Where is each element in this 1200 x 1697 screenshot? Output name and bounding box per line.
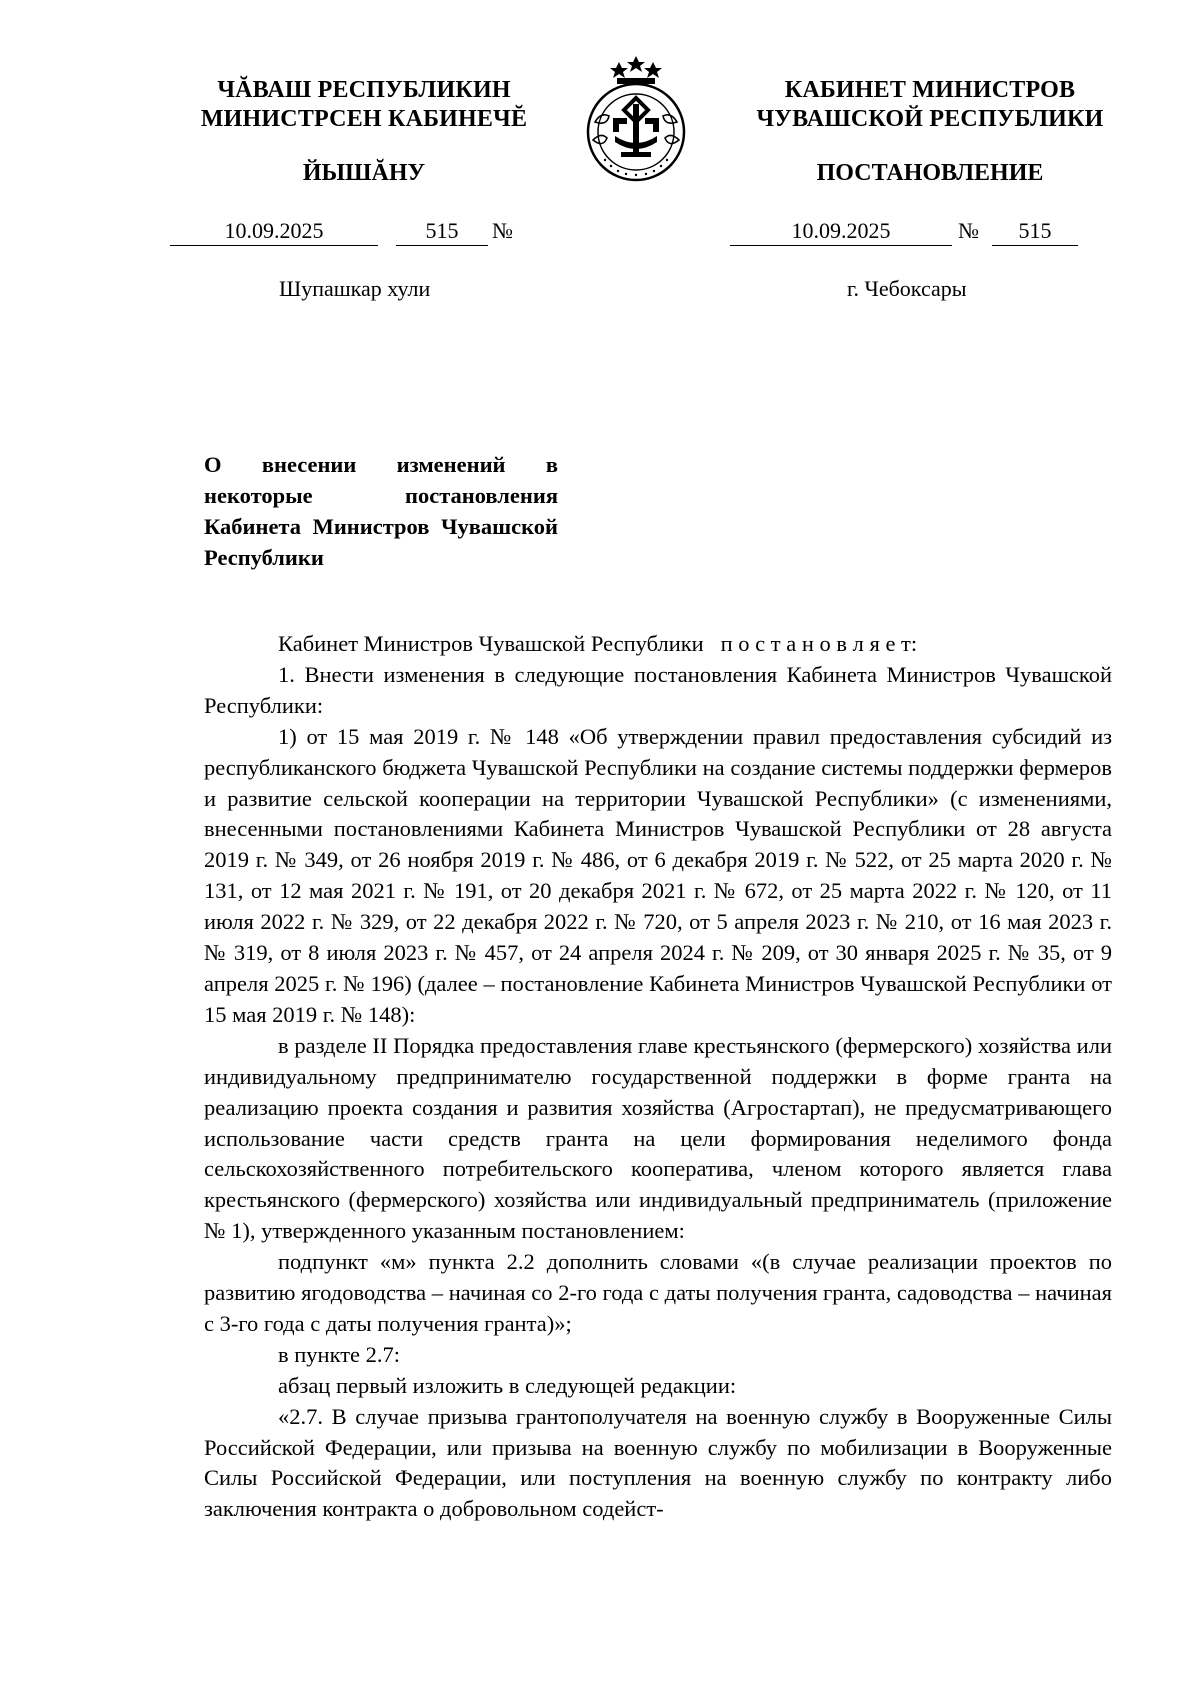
body-paragraph: 1) от 15 мая 2019 г. № 148 «Об утверждении правил предоставления субсидий из республиканского бюджета Чувашской Республики на создание системы поддержки фермеров и развитие сельской кооперации на территории Чувашской Республики» (с изменениями, внесенными постановлениями Кабинета Министров Чувашской Республики от 28 августа 2019 г. № 349, от 26 ноября 2019 г. № 486, от 6 декабря 2019 г. № 522, от 25 марта 2020 г. № 131, от 12 мая 2021 г. № 191, от 20 декабря 2021 г. № 672, от 25 марта 2022 г. № 120, от 11 июля 2022 г. № 329, от 22 декабря 2022 г. № 720, от 5 апреля 2023 г. № 210, от 16 мая 2023 г. № 319, от 8 июля 2023 г. № 457, от 24 апреля 2024 г. № 209, от 30 января 2025 г. № 35, от 9 апреля 2025 г. № 196) (далее – постановление Кабинета Министров Чувашской Республики от 15 мая 2019 г. № 148): bbox=[204, 723, 1112, 1027]
body-paragraph: в пункте 2.7: bbox=[278, 1341, 401, 1367]
header-left-line1: ЧĂВАШ РЕСПУБЛИКИН bbox=[217, 77, 511, 103]
header-right bbox=[730, 76, 1130, 134]
intro-prefix: Кабинет Министров Чувашской Республики bbox=[278, 631, 704, 656]
doctype-right: ПОСТАНОВЛЕНИЕ bbox=[816, 160, 1044, 186]
body-paragraph: абзац первый изложить в следующей редакции: bbox=[278, 1372, 737, 1398]
registration-right bbox=[730, 218, 1130, 248]
document-body bbox=[204, 629, 1112, 1525]
chuvash-coat-of-arms-icon bbox=[573, 52, 699, 184]
body-paragraph: в разделе II Порядка предоставления главе крестьянского (фермерского) хозяйства или индивидуальному предпринимателю государственной поддержки в форме гранта на реализацию проекта создания и развития хозяйства (Агростартап), не предусматривающего использование части средств гранта на цели формирования неделимого фонда сельскохозяйственного потребительского кооператива, членом которого является глава крестьянского (фермерского) хозяйства или индивидуальный предприниматель (приложение № 1), утвержденного указанным постановлением: bbox=[204, 1032, 1112, 1244]
place-left: Шупашкар хули bbox=[279, 276, 431, 301]
registration-left-number-sign: № bbox=[492, 218, 513, 243]
place-right: г. Чебоксары bbox=[847, 276, 967, 301]
registration-right-date: 10.09.2025 bbox=[730, 218, 952, 246]
intro-paragraph bbox=[204, 629, 1112, 660]
document-subject: О внесении изменений в некоторые постановления Кабинета Министров Чувашской Республики bbox=[204, 452, 558, 570]
header-left bbox=[170, 76, 558, 134]
body-paragraph: 1. Внести изменения в следующие постановления Кабинета Министров Чувашской Республики: bbox=[204, 661, 1112, 718]
header-left-line2: МИНИСТРСЕН КАБИНЕЧĔ bbox=[200, 106, 528, 132]
doctype-left: ЙЫШĂНУ bbox=[302, 160, 426, 186]
intro-verb: п о с т а н о в л я е т: bbox=[720, 631, 918, 656]
registration-left bbox=[170, 218, 560, 248]
header-right-line2: ЧУВАШСКОЙ РЕСПУБЛИКИ bbox=[756, 106, 1104, 132]
body-paragraph: «2.7. В случае призыва грантополучателя на военную службу в Вооруженные Силы Российской Федерации, или призыва на военную службу по мобилизации в Вооруженные Силы Российской Федерации, или поступления на военную службу по контракту либо заключения контракта о добровольном содейст- bbox=[204, 1403, 1112, 1522]
registration-left-number: 515 bbox=[396, 218, 488, 246]
registration-right-number: 515 bbox=[992, 218, 1078, 246]
body-paragraph: подпункт «м» пункта 2.2 дополнить словами «(в случае реализации проектов по развитию ягодоводства – начиная со 2-го года с даты получения гранта, садоводства – начиная с 3-го года с даты получения гранта)»; bbox=[204, 1249, 1112, 1336]
header-right-line1: КАБИНЕТ МИНИСТРОВ bbox=[784, 77, 1076, 103]
registration-left-date: 10.09.2025 bbox=[170, 218, 378, 246]
registration-right-number-sign: № bbox=[958, 218, 979, 243]
